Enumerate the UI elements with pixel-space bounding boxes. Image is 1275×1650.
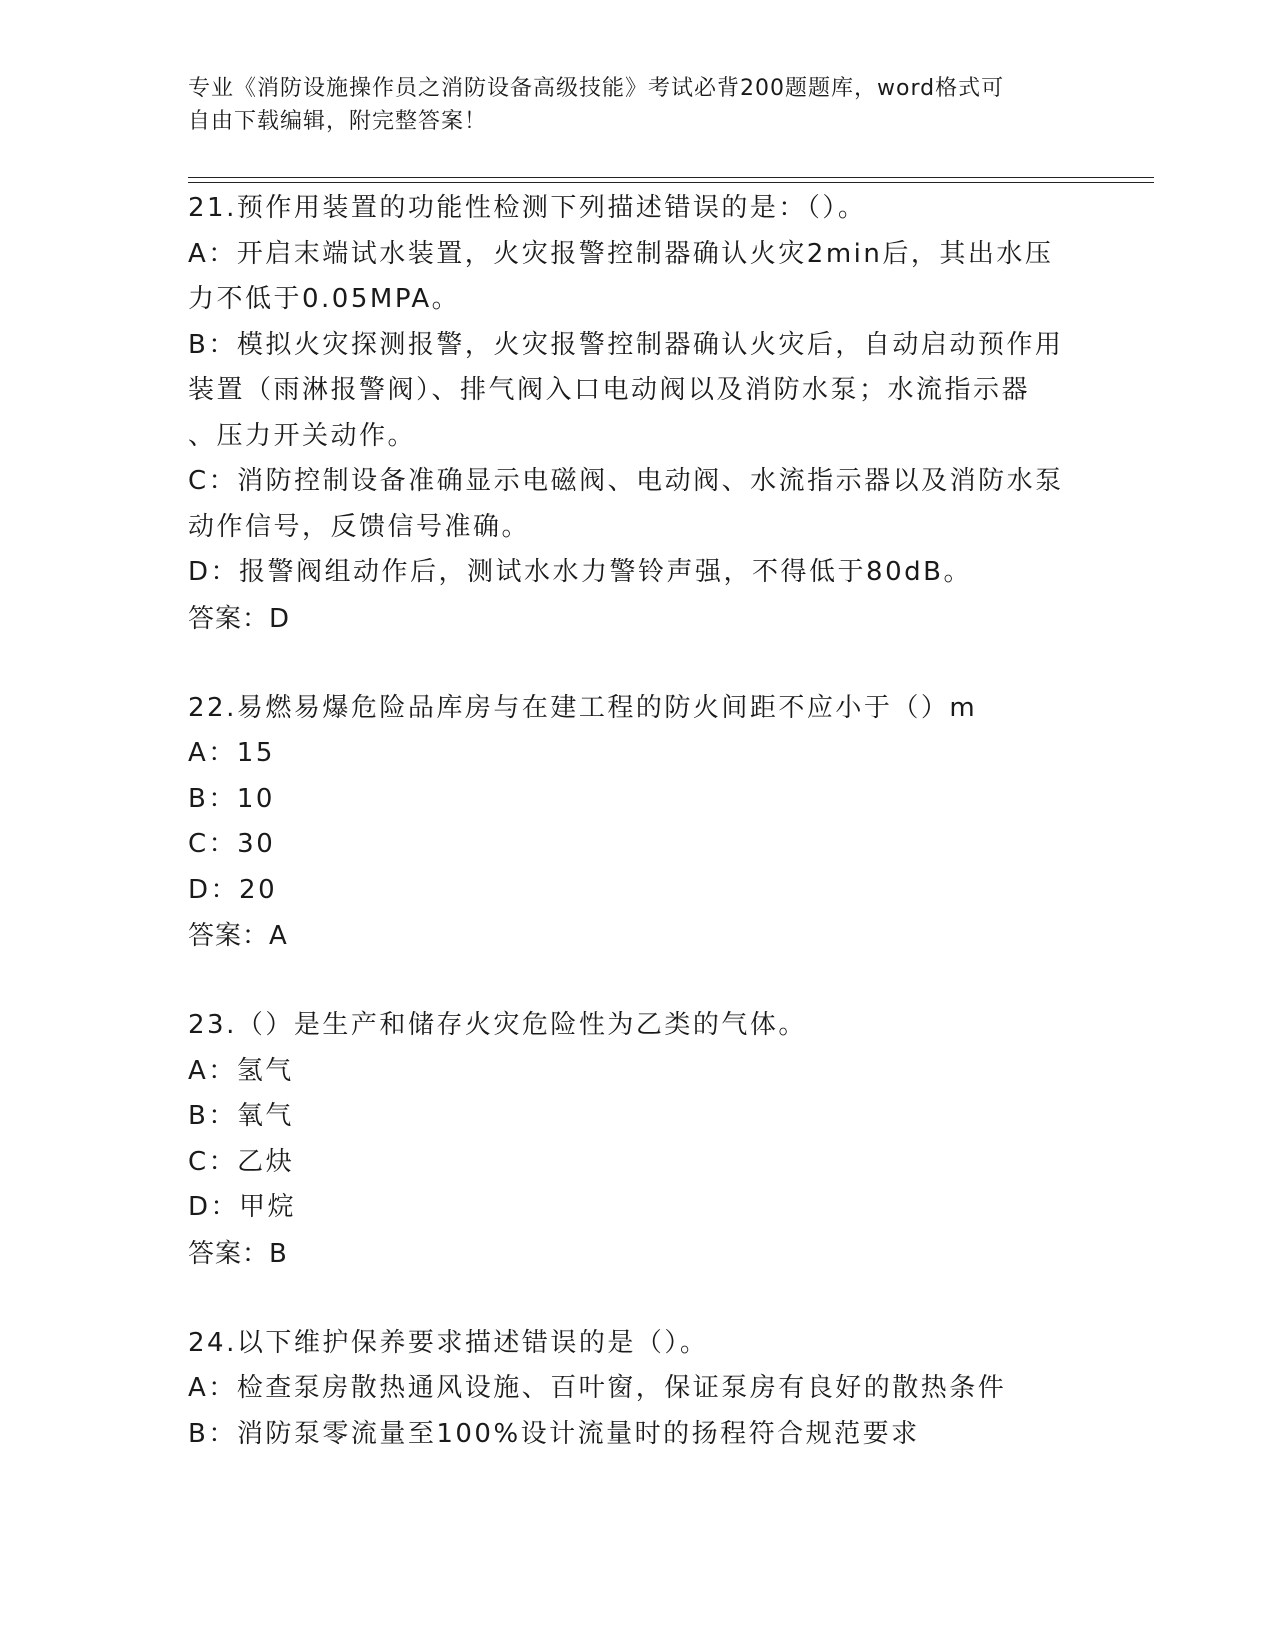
header-divider-bottom xyxy=(188,182,1154,183)
question-22 xyxy=(188,686,1088,960)
option-b: B：10 xyxy=(188,783,275,814)
question-24 xyxy=(188,1321,1088,1458)
answer: 答案：B xyxy=(188,1238,288,1269)
question-21 xyxy=(188,186,1088,642)
option-a: A：开启末端试水装置，火灾报警控制器确认火灾2min后，其出水压 xyxy=(188,238,1054,269)
option-c: C：乙炔 xyxy=(188,1146,295,1177)
header-line-1: 专业《消防设施操作员之消防设备高级技能》考试必背200题题库，word格式可 xyxy=(188,76,1005,101)
question-stem: 24.以下维护保养要求描述错误的是（）。 xyxy=(188,1327,709,1358)
question-list xyxy=(188,186,1088,1501)
option-a: A：15 xyxy=(188,738,275,768)
option-a: A：检查泵房散热通风设施、百叶窗，保证泵房有良好的散热条件 xyxy=(188,1373,1007,1403)
answer: 答案：D xyxy=(188,603,291,634)
option-c-continued: 动作信号，反馈信号准确。 xyxy=(188,511,531,542)
question-stem: 22.易燃易爆危险品库房与在建工程的防火间距不应小于（）m xyxy=(188,692,978,723)
option-d: D：报警阀组动作后，测试水水力警铃声强，不得低于80dB。 xyxy=(188,557,972,587)
answer: 答案：A xyxy=(188,921,288,951)
option-d: D：20 xyxy=(188,874,278,905)
document-header xyxy=(188,72,1088,138)
option-b-continued: 装置（雨淋报警阀）、排气阀入口电动阀以及消防水泵；水流指示器 xyxy=(188,375,1031,405)
option-a-continued: 力不低于0.05MPA。 xyxy=(188,284,461,314)
option-b: B：氧气 xyxy=(188,1101,294,1131)
option-b-continued: 、压力开关动作。 xyxy=(188,420,417,451)
option-d: D：甲烷 xyxy=(188,1192,297,1222)
option-c: C：30 xyxy=(188,829,276,859)
question-stem: 23.（）是生产和储存火灾危险性为乙类的气体。 xyxy=(188,1010,807,1040)
question-stem: 21.预作用装置的功能性检测下列描述错误的是：（）。 xyxy=(188,193,867,223)
option-b: B：消防泵零流量至100%设计流量时的扬程符合规范要求 xyxy=(188,1418,920,1449)
header-divider-top xyxy=(188,177,1154,178)
option-c: C：消防控制设备准确显示电磁阀、电动阀、水流指示器以及消防水泵 xyxy=(188,466,1064,496)
question-23 xyxy=(188,1003,1088,1277)
header-line-2: 自由下载编辑，附完整答案！ xyxy=(188,109,488,134)
option-b: B：模拟火灾探测报警，火灾报警控制器确认火灾后，自动启动预作用 xyxy=(188,329,1064,360)
option-a: A：氢气 xyxy=(188,1055,294,1086)
